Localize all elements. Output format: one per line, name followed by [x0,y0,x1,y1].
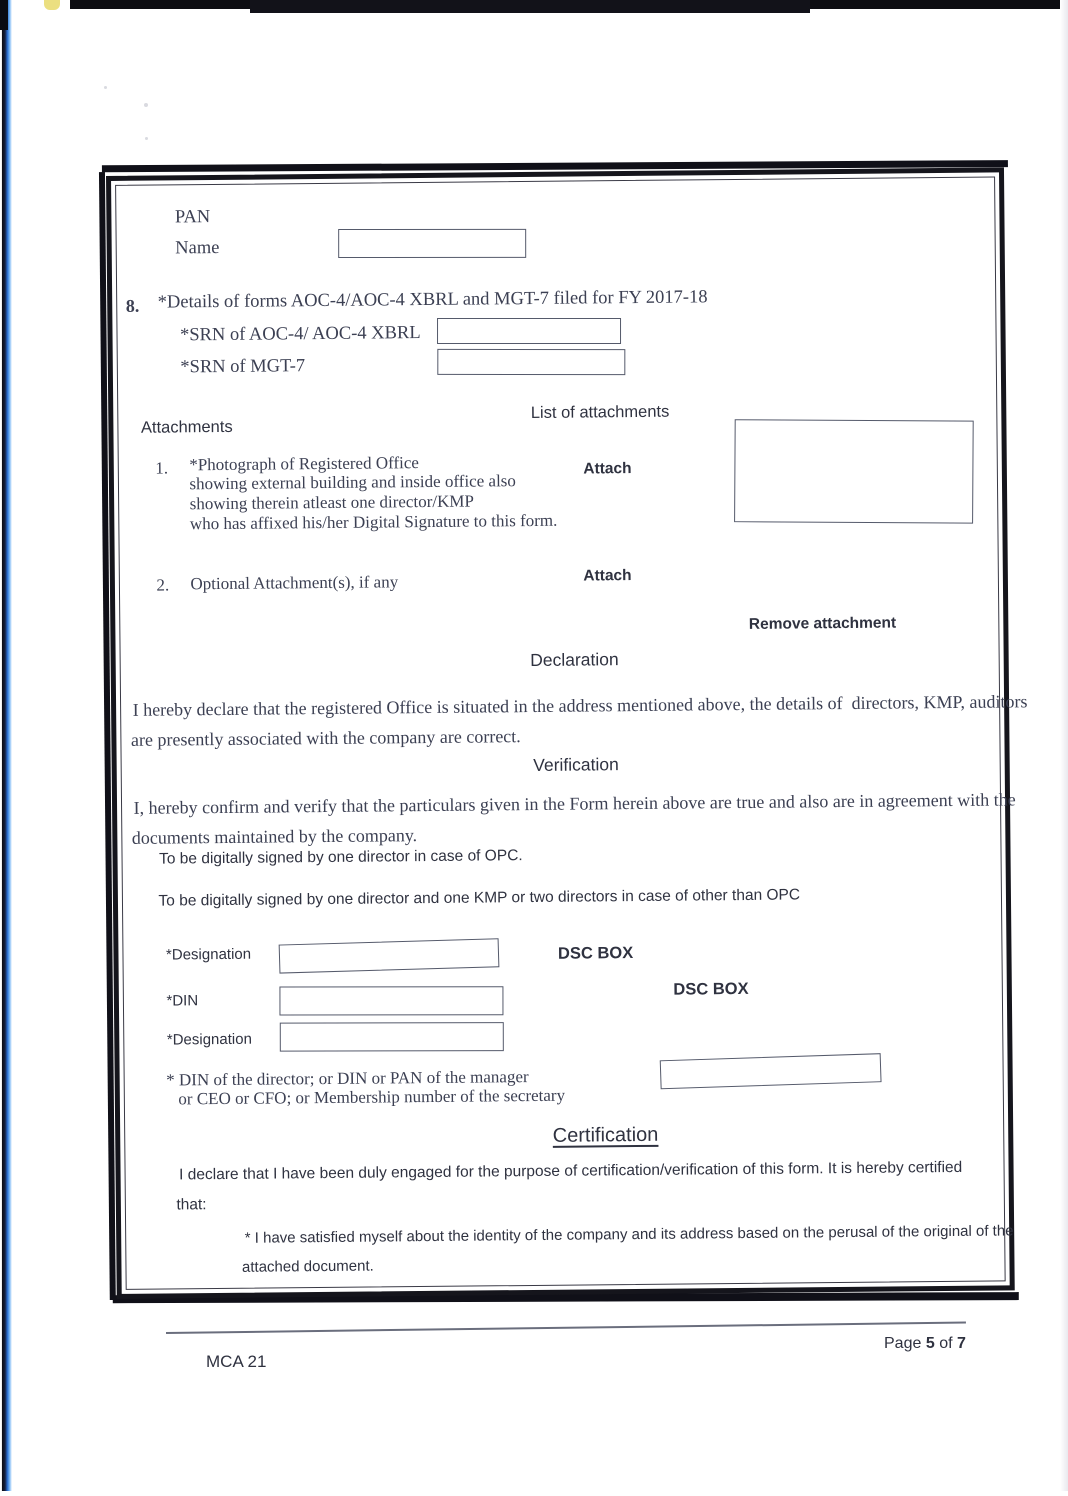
declaration-line-1: I hereby declare that the registered Office is situated in the address mentioned above, the details of directors, KMP, auditors [132,691,1028,720]
attachment-1-line-2: showing external building and inside office also [189,471,516,494]
designation-input-box-2[interactable] [280,1022,504,1051]
verification-line-2: documents maintained by the company. [131,825,418,848]
attachment-1-line-4: who has affixed his/her Digital Signature to this form. [189,510,558,534]
name-label: Name [175,237,220,259]
remove-attachment-button[interactable]: Remove attachment [748,614,897,633]
attachments-heading: Attachments [140,417,233,437]
question-8-number: 8. [125,295,140,316]
attachment-2-line-1: Optional Attachment(s), if any [190,572,399,594]
footer-form-system-label: MCA 21 [206,1352,267,1371]
din-footnote-line-1: * DIN of the director; or DIN or PAN of the manager [166,1067,529,1090]
designation-label-2: *Designation [166,1030,252,1049]
verification-note-opc: To be digitally signed by one director in case of OPC. [158,847,523,868]
attachment-1-line-3: showing therein atleast one director/KMP [189,491,474,514]
attach-button-2[interactable]: Attach [583,567,632,585]
verification-note-other: To be digitally signed by one director and one KMP or two directors in case of other than OPC [158,886,801,910]
certification-bullet-line-2: attached document. [241,1257,374,1276]
declaration-heading: Declaration [530,649,619,671]
designation-input-box-1[interactable] [279,938,500,973]
attachment-1-number: 1. [155,458,169,478]
designation-label-1: *Designation [165,945,252,964]
page-label-mid: of [939,1335,953,1352]
certification-heading: Certification [552,1123,659,1147]
dsc-box-label-2: DSC BOX [673,979,749,999]
srn-aoc4-label: *SRN of AOC-4/ AOC-4 XBRL [179,323,421,346]
attach-button-1[interactable]: Attach [583,460,632,478]
page-current: 5 [925,1335,935,1352]
declaration-line-2: are presently associated with the company are correct. [130,726,521,750]
question-8-text: *Details of forms AOC-4/AOC-4 XBRL and MGT-7 filed for FY 2017-18 [157,287,708,313]
certification-bullet-line-1: * I have satisfied myself about the identity of the company and its address based on the perusal of the original of the [244,1222,1014,1247]
page-label-prefix: Page [884,1335,922,1352]
din-input-box[interactable] [279,986,503,1015]
certification-intro-line-1: I declare that I have been duly engaged for the purpose of certification/verification of this form. It is hereby certified [179,1158,963,1184]
pan-label: PAN [174,207,211,228]
verification-heading: Verification [533,754,619,776]
attachment-2-number: 2. [156,575,170,595]
srn-mgt7-input-box[interactable] [437,349,625,375]
din-label: *DIN [166,992,199,1010]
page-total: 7 [956,1335,966,1352]
srn-aoc4-input-box[interactable] [437,318,621,344]
list-of-attachments-heading: List of attachments [530,402,670,423]
srn-mgt7-label: *SRN of MGT-7 [180,356,306,378]
page-number [884,1335,966,1353]
attachment-list-box[interactable] [734,419,974,523]
footer-form-system [206,1352,266,1372]
dsc-box-label-1: DSC BOX [557,944,634,963]
verification-line-1: I, hereby confirm and verify that the particulars given in the Form herein above are true and also are in agreement with the [133,789,1016,818]
dsc-signature-box[interactable] [660,1053,882,1089]
din-footnote-line-2: or CEO or CFO; or Membership number of the secretary [178,1085,566,1109]
name-input-box[interactable] [338,229,526,258]
certification-intro-line-2: that: [176,1196,207,1214]
attachment-1-line-1: *Photograph of Registered Office [189,453,419,475]
